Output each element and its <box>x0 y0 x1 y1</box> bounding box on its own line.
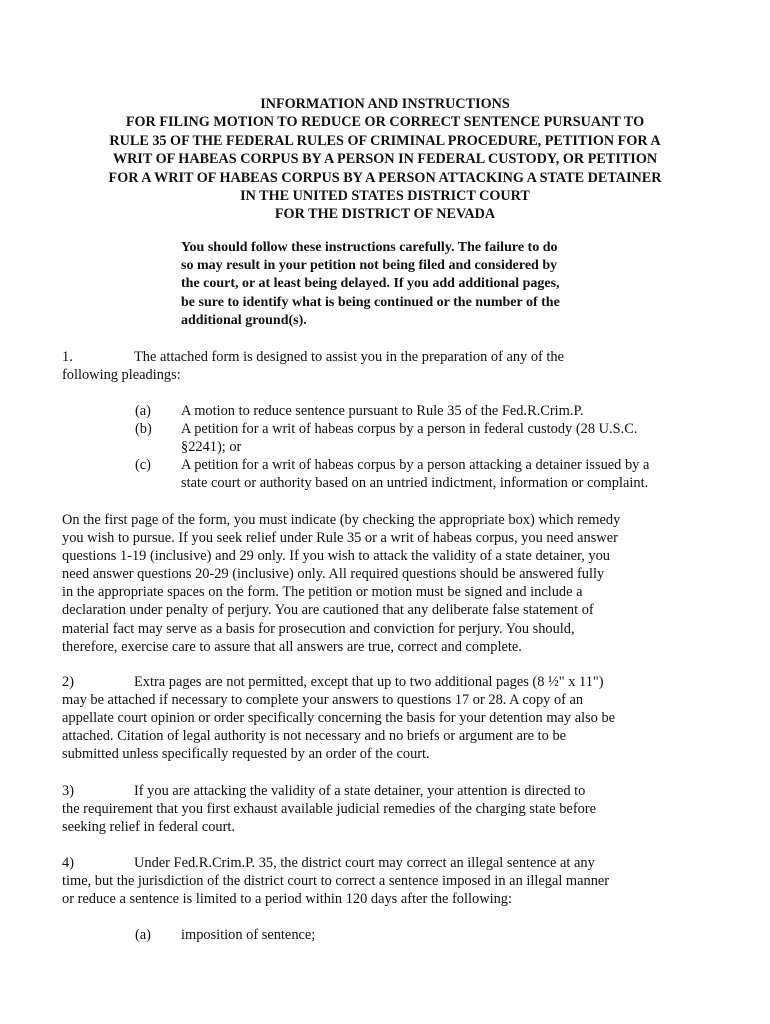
paragraph-line: Under Fed.R.Crim.P. 35, the district court may correct an illegal sentence at any <box>134 855 595 871</box>
paragraph-line: If you are attacking the validity of a state detainer, your attention is directed to <box>134 783 586 799</box>
list-item-line: imposition of sentence; <box>181 927 316 943</box>
list-marker: (a) <box>135 927 151 943</box>
section-4 <box>62 854 702 908</box>
paragraph-line: material fact may serve as a basis for prosecution and conviction for perjury. You should, <box>62 620 575 637</box>
section-1 <box>62 348 702 384</box>
title-line: WRIT OF HABEAS CORPUS BY A PERSON IN FEDERAL CUSTODY, OR PETITION <box>112 151 658 168</box>
section-3 <box>62 782 702 836</box>
paragraph-line: therefore, exercise care to assure that all answers are true, correct and complete. <box>62 638 522 655</box>
section-4-list <box>135 926 695 944</box>
title-line: INFORMATION AND INSTRUCTIONS <box>260 96 510 112</box>
section-1-list <box>135 402 695 492</box>
section-number: 1. <box>62 349 73 365</box>
list-item-line: state court or authority based on an untried indictment, information or complaint. <box>181 475 649 492</box>
instructions-notice <box>181 239 601 330</box>
paragraph-line: following pleadings: <box>62 367 181 384</box>
paragraph-line: time, but the jurisdiction of the district court to correct a sentence imposed in an illegal manner <box>62 873 610 890</box>
notice-line: so may result in your petition not being filed and considered by <box>181 258 558 274</box>
list-item <box>135 456 695 492</box>
list-item <box>135 402 695 420</box>
paragraph-line: seeking relief in federal court. <box>62 819 236 836</box>
list-marker: (a) <box>135 403 151 419</box>
notice-line: You should follow these instructions carefully. The failure to do <box>181 240 558 255</box>
paragraph-line: may be attached if necessary to complete your answers to questions 17 or 28. A copy of an <box>62 692 584 709</box>
paragraph-line: submitted unless specifically requested by an order of the court. <box>62 746 430 763</box>
title-line: RULE 35 OF THE FEDERAL RULES OF CRIMINAL PROCEDURE, PETITION FOR A <box>109 132 661 149</box>
paragraph-line: On the first page of the form, you must indicate (by checking the appropriate box) which remedy <box>62 512 621 528</box>
section-number: 3) <box>62 783 74 799</box>
paragraph-line: the requirement that you first exhaust available judicial remedies of the charging state before <box>62 801 596 818</box>
paragraph-line: you wish to pursue. If you seek relief under Rule 35 or a writ of habeas corpus, you need answer <box>62 530 618 547</box>
paragraph-line: appellate court opinion or order specifically concerning the basis for your detention may also be <box>62 710 616 727</box>
list-marker: (b) <box>135 421 152 438</box>
paragraph-first-page <box>62 511 702 656</box>
list-item-line: §2241); or <box>181 439 242 456</box>
paragraph-line: in the appropriate spaces on the form. The petition or motion must be signed and include a <box>62 584 583 601</box>
paragraph-line: questions 1-19 (inclusive) and 29 only. If you wish to attack the validity of a state detainer, you <box>62 548 611 565</box>
list-marker: (c) <box>135 457 151 474</box>
notice-line: additional ground(s). <box>181 312 307 328</box>
title-line: IN THE UNITED STATES DISTRICT COURT <box>240 188 530 205</box>
section-2 <box>62 673 702 763</box>
paragraph-line: need answer questions 20-29 (inclusive) only. All required questions should be answered fully <box>62 566 605 583</box>
paragraph-line: or reduce a sentence is limited to a period within 120 days after the following: <box>62 891 512 908</box>
title-line: FOR A WRIT OF HABEAS CORPUS BY A PERSON ATTACKING A STATE DETAINER <box>108 169 662 186</box>
list-item <box>135 420 695 456</box>
paragraph-line: Extra pages are not permitted, except that up to two additional pages (8 ½" x 11") <box>134 674 604 690</box>
paragraph-line: attached. Citation of legal authority is not necessary and no briefs or argument are to be <box>62 728 567 745</box>
paragraph-line: The attached form is designed to assist you in the preparation of any of the <box>134 349 564 365</box>
paragraph-line: declaration under penalty of perjury. You are cautioned that any deliberate false statement of <box>62 602 594 619</box>
section-number: 4) <box>62 855 74 871</box>
title-line: FOR FILING MOTION TO REDUCE OR CORRECT SENTENCE PURSUANT TO <box>125 114 645 131</box>
document-title <box>86 95 684 224</box>
list-item-line: A motion to reduce sentence pursuant to Rule 35 of the Fed.R.Crim.P. <box>181 403 584 419</box>
list-item <box>135 926 695 944</box>
section-number: 2) <box>62 674 74 690</box>
notice-line: be sure to identify what is being continued or the number of the <box>181 294 560 310</box>
title-line: FOR THE DISTRICT OF NEVADA <box>274 206 496 223</box>
notice-line: the court, or at least being delayed. If you add additional pages, <box>181 276 560 292</box>
list-item-line: A petition for a writ of habeas corpus by a person in federal custody (28 U.S.C. <box>181 421 638 438</box>
list-item-line: A petition for a writ of habeas corpus by a person attacking a detainer issued by a <box>181 457 650 474</box>
